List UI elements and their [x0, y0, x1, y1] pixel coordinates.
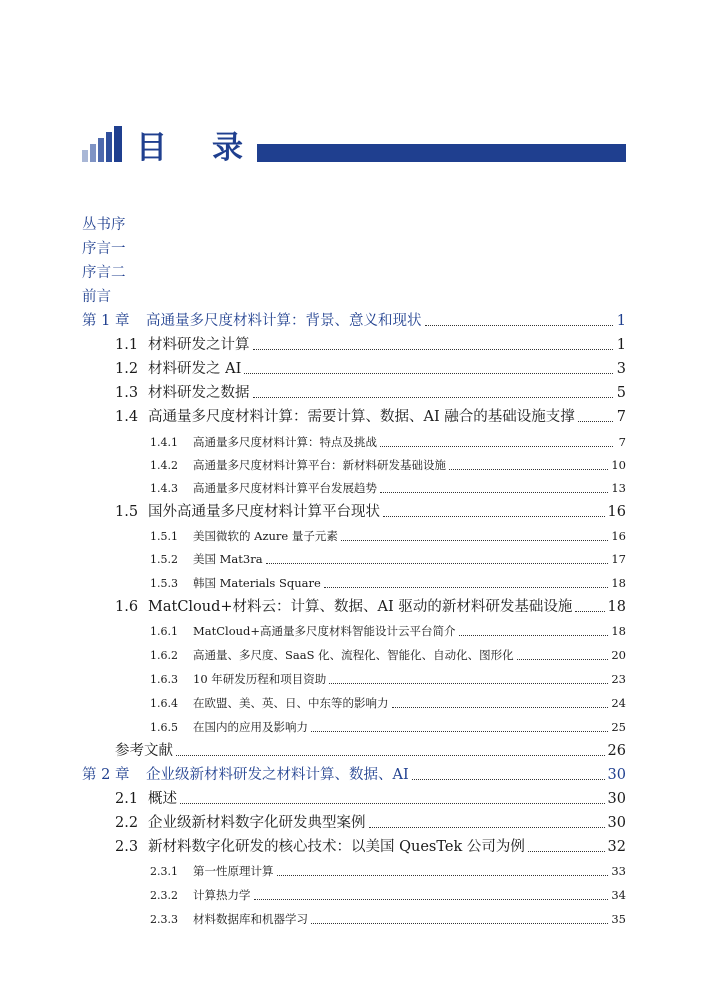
toc-entry-page: 20	[611, 648, 626, 662]
toc-entry-title: 材料研发之 AI	[148, 361, 242, 377]
toc-entry-page: 7	[616, 409, 626, 425]
page-title-char-2: 录	[212, 130, 243, 166]
toc-entry-page: 30	[607, 815, 626, 831]
toc-entry-page: 24	[611, 696, 626, 710]
toc-leader-dots	[383, 516, 605, 517]
toc-entry-page: 13	[611, 481, 626, 495]
toc-entry-title: 高通量多尺度材料计算平台发展趋势	[193, 481, 377, 495]
toc-entry-title: MatCloud+高通量多尺度材料智能设计云平台简介	[193, 624, 456, 638]
toc-entry[interactable]	[82, 261, 202, 285]
toc-entry-page: 33	[611, 864, 626, 878]
toc-leader-dots	[369, 827, 605, 828]
toc-entry-page: 34	[611, 888, 626, 902]
toc-entry-number: 2.1	[115, 791, 139, 807]
toc-entry[interactable]	[150, 524, 626, 548]
toc-entry[interactable]	[82, 763, 626, 787]
toc-entry-title: 材料数据库和机器学习	[193, 912, 308, 926]
toc-leader-dots	[412, 779, 605, 780]
toc-entry-number: 1.3	[115, 385, 139, 401]
toc-header	[0, 0, 707, 180]
toc-entry-title: 材料研发之数据	[148, 385, 250, 401]
toc-entry-title: 美国 Mat3ra	[193, 552, 263, 566]
toc-entry-page: 25	[611, 720, 626, 734]
toc-entry[interactable]	[115, 595, 626, 619]
toc-entry-number: 1.4.3	[150, 482, 178, 495]
toc-entry[interactable]	[82, 285, 202, 309]
toc-leader-dots	[341, 540, 608, 541]
toc-entry-number: 1.4.1	[150, 436, 178, 449]
toc-entry[interactable]	[150, 715, 626, 739]
toc-entry-page: 26	[607, 743, 626, 759]
toc-entry-number: 2.3.1	[150, 865, 178, 878]
toc-entry-number: 1.5.1	[150, 530, 178, 543]
toc-entry-title: 序言一	[82, 241, 126, 257]
toc-leader-dots	[380, 446, 613, 447]
toc-entry-page: 18	[611, 624, 626, 638]
toc-entry-number: 1.2	[115, 361, 139, 377]
toc-entry-number: 2.3.2	[150, 889, 178, 902]
toc-entry-page: 18	[607, 599, 626, 615]
toc-entry[interactable]	[150, 859, 626, 883]
toc-entry-page: 1	[616, 313, 626, 329]
toc-entry[interactable]	[150, 453, 626, 477]
toc-entry-number: 1.6	[115, 599, 139, 615]
toc-entry-page: 30	[607, 767, 626, 783]
toc-leader-dots	[311, 923, 608, 924]
toc-entry-title: 高通量多尺度材料计算平台：新材料研发基础设施	[193, 458, 446, 472]
toc-entry-number: 1.4.2	[150, 459, 178, 472]
toc-entry-number: 第 2 章	[82, 767, 130, 783]
toc-entry[interactable]	[115, 835, 626, 859]
toc-leader-dots	[380, 492, 608, 493]
toc-entry-number: 1.6.2	[150, 649, 178, 662]
toc-entry-title: 材料研发之计算	[148, 337, 250, 353]
toc-entry-title: 高通量多尺度材料计算：背景、意义和现状	[146, 313, 422, 329]
toc-leader-dots	[449, 469, 608, 470]
toc-entry-number: 2.3	[115, 839, 139, 855]
toc-entry[interactable]	[150, 619, 626, 643]
toc-entry[interactable]	[115, 333, 626, 357]
toc-entry-page: 1	[616, 337, 626, 353]
toc-entry[interactable]	[150, 547, 626, 571]
toc-entry-title: 概述	[148, 791, 177, 807]
title-band	[257, 144, 626, 162]
toc-entry[interactable]	[115, 381, 626, 405]
toc-entry-title: 参考文献	[115, 743, 173, 759]
toc-entry-title: MatCloud+材料云：计算、数据、AI 驱动的新材料研发基础设施	[148, 599, 573, 615]
toc-entry-title: 高通量多尺度材料计算：特点及挑战	[193, 435, 377, 449]
toc-leader-dots	[266, 563, 609, 564]
toc-entry-number: 1.5.2	[150, 553, 178, 566]
toc-entry-title: 高通量多尺度材料计算：需要计算、数据、AI 融合的基础设施支撑	[148, 409, 575, 425]
toc-leader-dots	[311, 731, 608, 732]
toc-leader-dots	[254, 899, 609, 900]
toc-leader-dots	[253, 349, 614, 350]
toc-entry-page: 17	[611, 552, 626, 566]
toc-entry-page: 3	[616, 361, 626, 377]
toc-entry-title: 前言	[82, 289, 111, 305]
toc-entry[interactable]	[115, 357, 626, 381]
toc-entry-number: 1.6.4	[150, 697, 178, 710]
toc-entry-page: 16	[611, 529, 626, 543]
toc-entry[interactable]	[150, 691, 626, 715]
toc-entry-title: 企业级新材料研发之材料计算、数据、AI	[146, 767, 409, 783]
toc-entry-page: 10	[611, 458, 626, 472]
toc-leader-dots	[528, 851, 605, 852]
toc-leader-dots	[459, 635, 609, 636]
toc-entry-title: 在欧盟、美、英、日、中东等的影响力	[193, 696, 389, 710]
toc-entry-page: 18	[611, 576, 626, 590]
toc-entry-number: 2.2	[115, 815, 139, 831]
toc-entry[interactable]	[150, 571, 626, 595]
toc-leader-dots	[425, 325, 614, 326]
toc-leader-dots	[517, 659, 609, 660]
toc-entry[interactable]	[82, 309, 626, 333]
toc-entry-title: 在国内的应用及影响力	[193, 720, 308, 734]
toc-entry-title: 第一性原理计算	[193, 864, 274, 878]
toc-entry-title: 高通量、多尺度、SaaS 化、流程化、智能化、自动化、图形化	[193, 648, 514, 662]
toc-entry[interactable]	[150, 643, 626, 667]
toc-leader-dots	[575, 611, 604, 612]
toc-entry-title: 计算热力学	[193, 888, 251, 902]
toc-entry-number: 2.3.3	[150, 913, 178, 926]
toc-entry[interactable]	[150, 667, 626, 691]
toc-leader-dots	[329, 683, 608, 684]
toc-entry-number: 第 1 章	[82, 313, 130, 329]
toc-entry[interactable]	[82, 237, 202, 261]
toc-entry-page: 32	[607, 839, 626, 855]
toc-entry-page: 23	[611, 672, 626, 686]
toc-entry-number: 1.6.3	[150, 673, 178, 686]
toc-entry[interactable]	[115, 739, 626, 763]
toc-entry-number: 1.4	[115, 409, 139, 425]
toc-entry[interactable]	[115, 500, 626, 524]
toc-entry-title: 企业级新材料数字化研发典型案例	[148, 815, 366, 831]
toc-leader-dots	[180, 803, 605, 804]
toc-leader-dots	[324, 587, 609, 588]
toc-entry-title: 序言二	[82, 265, 126, 281]
page-title-char-1: 目	[136, 130, 167, 166]
toc-entry[interactable]	[150, 883, 626, 907]
toc-entry-title: 10 年研发历程和项目资助	[193, 672, 327, 686]
toc-entry-title: 美国微软的 Azure 量子元素	[193, 529, 338, 543]
toc-entry-number: 1.5.3	[150, 577, 178, 590]
toc-entry[interactable]	[115, 405, 626, 429]
toc-leader-dots	[578, 421, 613, 422]
toc-entry-page: 5	[616, 385, 626, 401]
toc-entry-number: 1.6.5	[150, 721, 178, 734]
toc-entry-page: 16	[607, 504, 626, 520]
toc-entry[interactable]	[115, 787, 626, 811]
toc-leader-dots	[277, 875, 609, 876]
toc-entry[interactable]	[115, 811, 626, 835]
toc-entry-title: 韩国 Materials Square	[193, 576, 321, 590]
toc-entry-title: 丛书序	[82, 217, 126, 233]
toc-entry-page: 30	[607, 791, 626, 807]
toc-entry-number: 1.5	[115, 504, 139, 520]
toc-entry-page: 7	[618, 435, 626, 449]
toc-entry-page: 35	[611, 912, 626, 926]
toc-leader-dots	[176, 755, 605, 756]
toc-entry[interactable]	[150, 430, 626, 454]
toc-leader-dots	[392, 707, 609, 708]
toc-leader-dots	[244, 373, 613, 374]
toc-entry-number: 1.1	[115, 337, 139, 353]
toc-entry-number: 1.6.1	[150, 625, 178, 638]
toc-entry[interactable]	[150, 476, 626, 500]
toc-entry-title: 国外高通量多尺度材料计算平台现状	[148, 504, 380, 520]
toc-entry-title: 新材料数字化研发的核心技术：以美国 QuesTek 公司为例	[148, 839, 525, 855]
toc-entry[interactable]	[150, 907, 626, 931]
toc-leader-dots	[253, 397, 614, 398]
toc-entry[interactable]	[82, 213, 202, 237]
